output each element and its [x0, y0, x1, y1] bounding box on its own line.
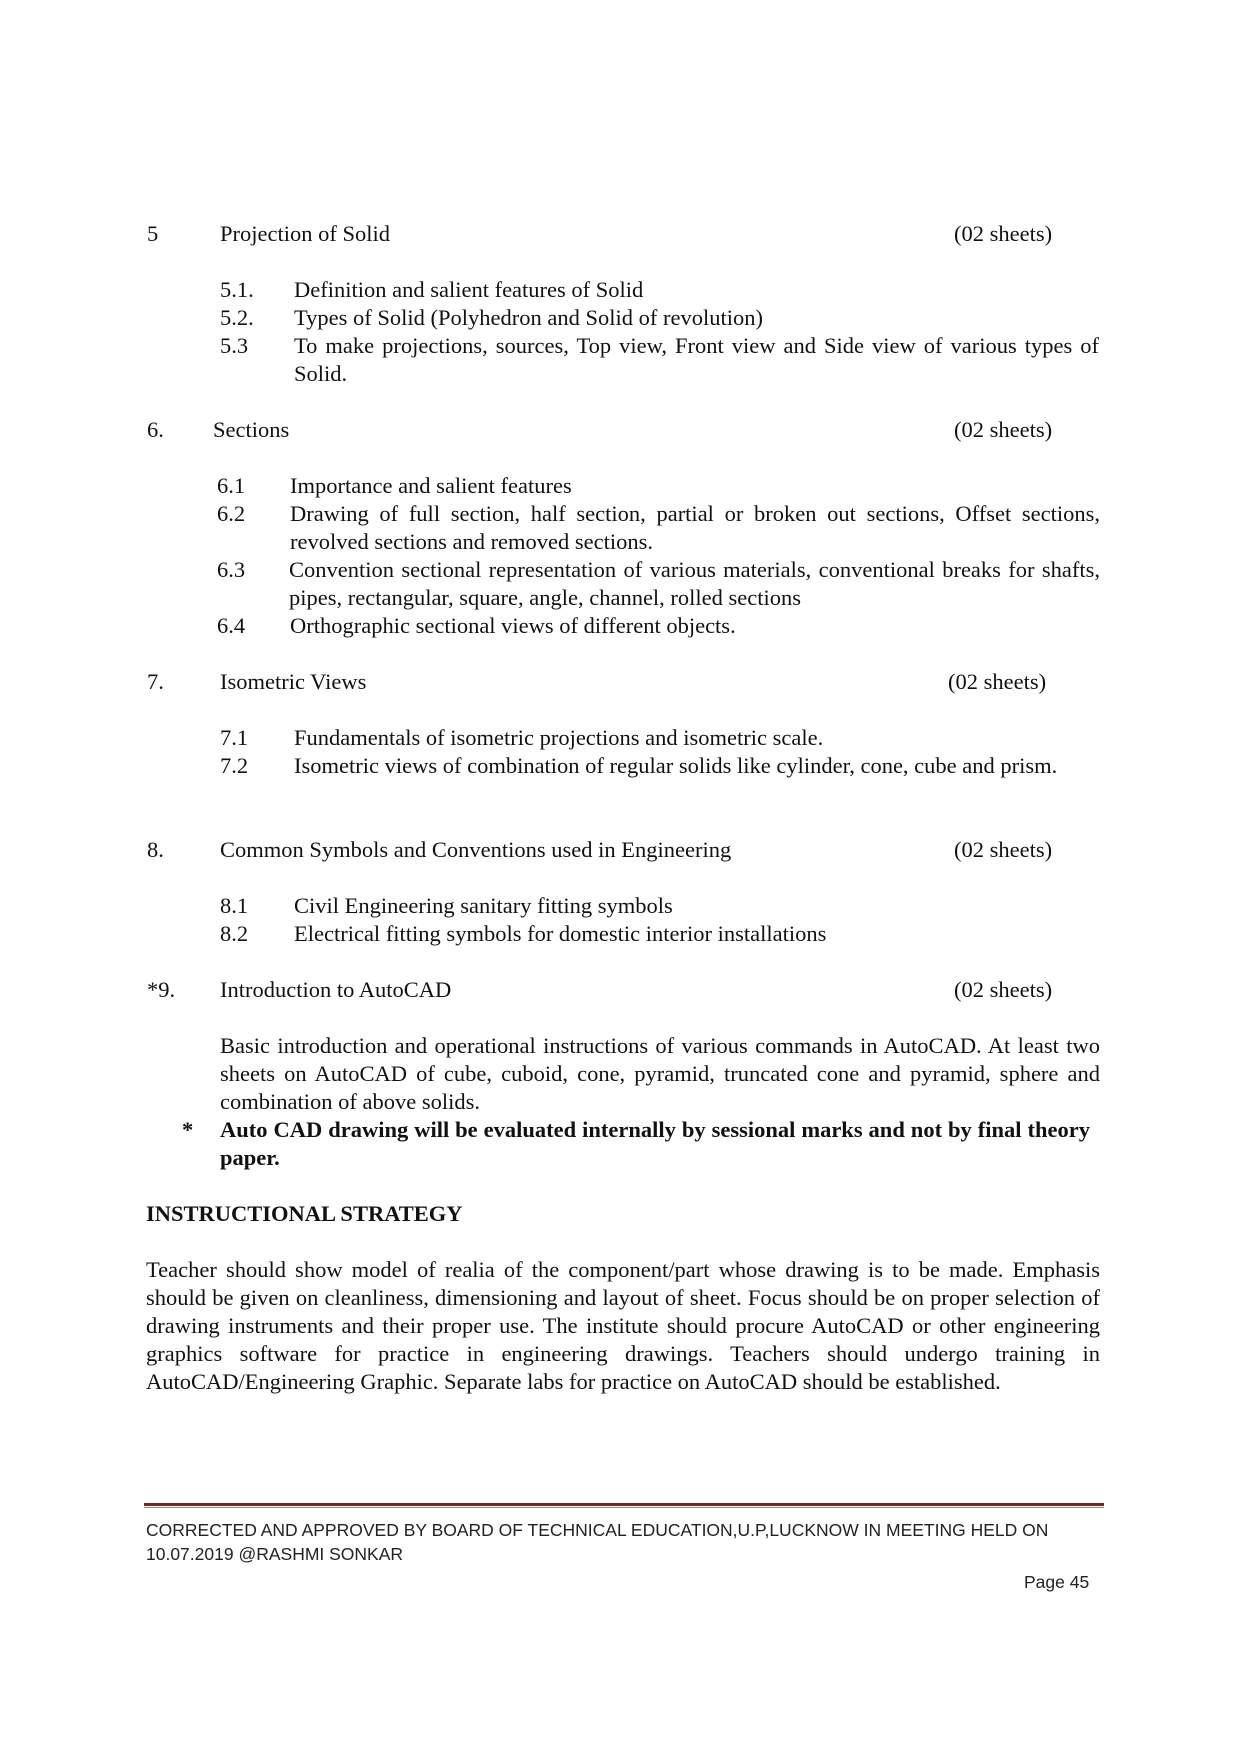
note-star: * — [182, 1117, 194, 1142]
item-text: Definition and salient features of Solid — [294, 277, 644, 302]
section-title: Sections — [213, 417, 290, 442]
section-number: 8. — [147, 837, 164, 862]
section-sheets: (02 sheets) — [954, 977, 1053, 1002]
footer-approval-line: CORRECTED AND APPROVED BY BOARD OF TECHNICAL EDUCATION,U.P,LUCKNOW IN MEETING HELD ON — [146, 1520, 1049, 1540]
footer-rule-top — [144, 1503, 1104, 1506]
section-number: 6. — [147, 417, 164, 442]
strategy-heading: INSTRUCTIONAL STRATEGY — [146, 1201, 463, 1226]
page-number: Page 45 — [1024, 1572, 1090, 1592]
item-number: 5.1. — [220, 277, 254, 302]
footer-rule-bottom — [144, 1507, 1104, 1508]
section-sheets: (02 sheets) — [954, 837, 1053, 862]
item-text: Convention sectional representation of various materials, conventional breaks for shafts, pipes, rectangular, square, angle, channel, rolled sections — [289, 557, 1100, 610]
item-number: 6.4 — [217, 613, 246, 638]
item-text: Civil Engineering sanitary fitting symbols — [294, 893, 673, 918]
section-title: Isometric Views — [220, 669, 367, 694]
section-paragraph: Basic introduction and operational instructions of various commands in AutoCAD. At least two sheets on AutoCAD of cube, cuboid, cone, pyramid, truncated cone and pyramid, sphere and combination of above solids. — [220, 1033, 1100, 1114]
item-text: To make projections, sources, Top view, Front view and Side view of various types of Solid. — [294, 333, 1099, 386]
item-text: Electrical fitting symbols for domestic interior installations — [294, 921, 827, 946]
item-number: 8.2 — [220, 921, 249, 946]
item-text: Isometric views of combination of regular solids like cylinder, cone, cube and prism. — [294, 753, 1058, 778]
item-text: Drawing of full section, half section, partial or broken out sections, Offset sections, revolved sections and removed sections. — [290, 501, 1100, 554]
section-number: 5 — [147, 221, 159, 246]
section-number: *9. — [147, 977, 176, 1002]
note-text: Auto CAD drawing will be evaluated internally by sessional marks and not by final theory paper. — [220, 1117, 1090, 1170]
item-number: 7.1 — [220, 725, 249, 750]
item-number: 6.2 — [217, 501, 246, 526]
item-number: 6.1 — [217, 473, 246, 498]
section-title: Common Symbols and Conventions used in Engineering — [220, 837, 732, 862]
item-number: 6.3 — [217, 557, 246, 582]
item-number: 7.2 — [220, 753, 249, 778]
item-text: Importance and salient features — [290, 473, 572, 498]
item-number: 8.1 — [220, 893, 249, 918]
section-sheets: (02 sheets) — [948, 669, 1047, 694]
section-sheets: (02 sheets) — [954, 417, 1053, 442]
footer-date-author: 10.07.2019 @RASHMI SONKAR — [146, 1544, 404, 1564]
strategy-paragraph: Teacher should show model of realia of the component/part whose drawing is to be made. Emphasis should be given on cleanliness, dimensioning and layout of sheet. Focus should be on proper selection of drawing instruments and their proper use. The institute should procure AutoCAD or other engineering graphics software for practice in engineering drawings. Teachers should undergo training in AutoCAD/Engineering Graphic. Separate labs for practice on AutoCAD should be established. — [146, 1257, 1100, 1394]
item-number: 5.2. — [220, 305, 254, 330]
section-title: Projection of Solid — [220, 221, 390, 246]
item-text: Fundamentals of isometric projections and isometric scale. — [294, 725, 824, 750]
section-sheets: (02 sheets) — [954, 221, 1053, 246]
item-number: 5.3 — [220, 333, 249, 358]
item-text: Types of Solid (Polyhedron and Solid of revolution) — [294, 305, 764, 330]
item-text: Orthographic sectional views of different objects. — [290, 613, 736, 638]
section-number: 7. — [147, 669, 164, 694]
section-title: Introduction to AutoCAD — [220, 977, 452, 1002]
